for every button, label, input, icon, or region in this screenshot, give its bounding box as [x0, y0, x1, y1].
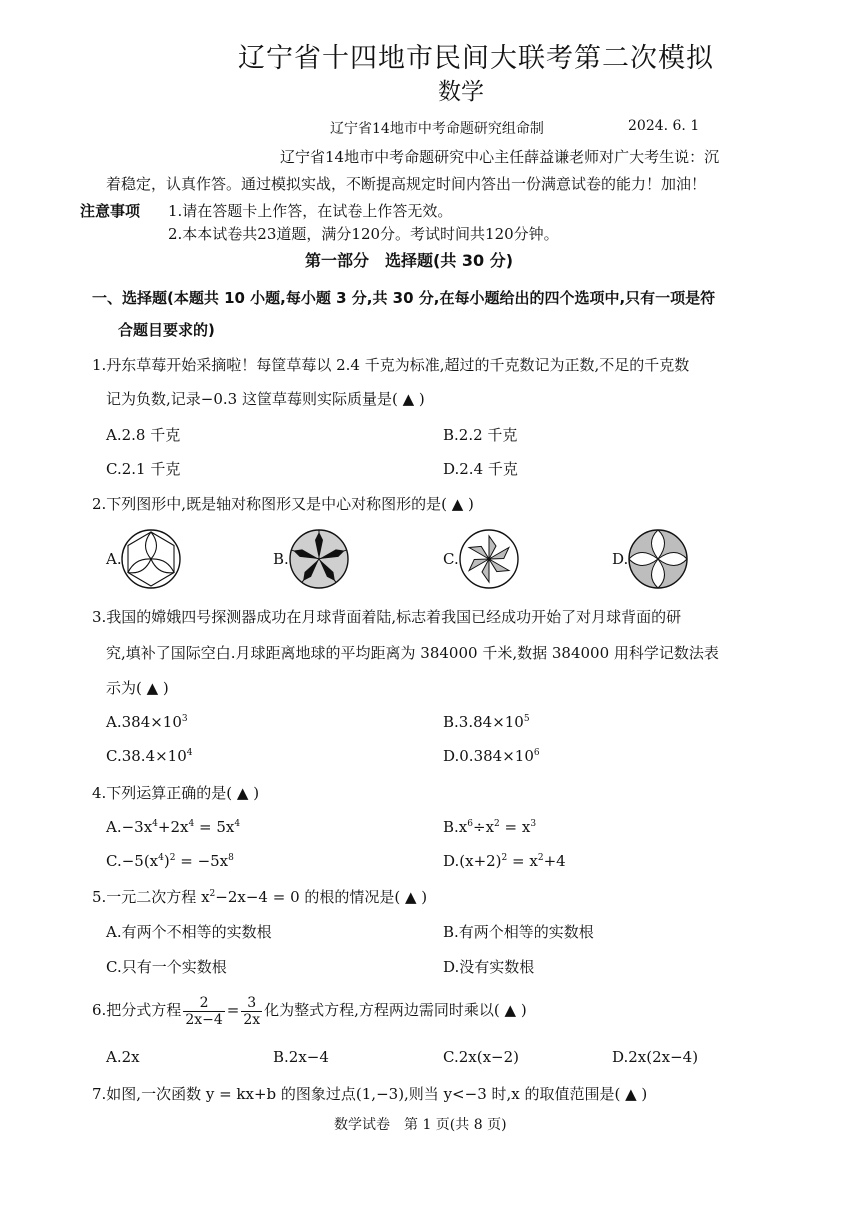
- q2-figure-d: [627, 528, 689, 590]
- q6-option-a: A.2x: [106, 1048, 140, 1066]
- q3-option-a: $A.384\times 10^3$: [106, 713, 188, 731]
- exam-date: 2024. 6. 1: [628, 118, 700, 134]
- org-line: 辽宁省14地市中考命题研究组命制: [330, 121, 544, 137]
- q4-option-d: $D.(x+2)^2 = x^2+4$: [443, 852, 566, 870]
- q4-option-a: $A.-3x^4+2x^4 = 5x^4$: [106, 818, 241, 836]
- q2-option-d: D.: [612, 550, 629, 568]
- notice-item-1: 1.请在答题卡上作答，在试卷上作答无效。: [168, 202, 453, 220]
- q6-option-b: B.2x−4: [273, 1048, 329, 1066]
- q2-option-a: A.: [106, 550, 122, 568]
- q3-text-line-2: 究,填补了国际空白.月球距离地球的平均距离为 384000 千米,数据 384000 用科学记数法表: [106, 644, 719, 662]
- message-line-1: 辽宁省14地市中考命题研究中心主任薛益谦老师对广大考生说：沉: [280, 148, 720, 166]
- message-line-2: 着稳定，认真作答。通过模拟实战，不断提高规定时间内答出一份满意试卷的能力！加油！: [106, 175, 707, 193]
- q3-option-d: $D.0.384\times 10^6$: [443, 747, 540, 765]
- q3-option-c: $C.38.4\times 10^4$: [106, 747, 193, 765]
- q5-option-c: C.只有一个实数根: [106, 958, 227, 976]
- page-footer: 数学试卷 第 1 页(共 8 页): [334, 1117, 507, 1133]
- q4-option-b: $B.x^6\div x^2 = x^3$: [443, 818, 537, 836]
- q2-text: 2.下列图形中,既是轴对称图形又是中心对称图形的是( ▲ ): [92, 495, 474, 513]
- q5-option-b: B.有两个相等的实数根: [443, 923, 594, 941]
- q2-option-c: C.: [443, 550, 459, 568]
- q3-option-b: $B.3.84\times 10^5$: [443, 713, 530, 731]
- q4-option-c: $C.-5(x^4)^2 = -5x^8$: [106, 852, 234, 870]
- q2-option-b: B.: [273, 550, 289, 568]
- q6-text: 6.把分式方程 $\frac{2}{2x-4}$ = $\frac{3}{2x}$ 化为整式方程,方程两边需同时乘以( ▲ ): [92, 994, 527, 1028]
- q6-option-c: C.2x(x−2): [443, 1048, 519, 1066]
- q2-figure-a: [120, 528, 182, 590]
- q6-fraction-2: $\frac{3}{2x}$: [243, 994, 261, 1028]
- q1-option-c: C.2.1 千克: [106, 460, 181, 478]
- notice-label: 注意事项: [80, 202, 141, 220]
- q6-option-d: D.2x(2x−4): [612, 1048, 699, 1066]
- q5-option-d: D.没有实数根: [443, 958, 535, 976]
- q5-text: 5.一元二次方程 $x^2-2x-4 = 0$ 的根的情况是( ▲ ): [92, 888, 428, 906]
- q1-text-line-1: 1.丹东草莓开始采摘啦！每筐草莓以 2.4 千克为标准,超过的千克数记为正数,不足的千克数: [92, 356, 690, 374]
- q1-option-a: A.2.8 千克: [106, 426, 181, 444]
- q3-text-line-3: 示为( ▲ ): [106, 679, 169, 697]
- q2-figure-b: [288, 528, 350, 590]
- section-intro-line-2: 合题目要求的): [118, 321, 215, 339]
- q1-option-d: D.2.4 千克: [443, 460, 518, 478]
- q2-figure-c: [458, 528, 520, 590]
- q6-fraction-1: $\frac{2}{2x-4}$: [185, 994, 223, 1028]
- q1-option-b: B.2.2 千克: [443, 426, 518, 444]
- q1-text-line-2: 记为负数,记录−0.3 这筐草莓则实际质量是( ▲ ): [106, 390, 425, 408]
- exam-title: 辽宁省十四地市民间大联考第二次模拟: [238, 43, 714, 74]
- section-title: 第一部分 选择题(共 30 分): [305, 251, 514, 270]
- q4-text: 4.下列运算正确的是( ▲ ): [92, 784, 260, 802]
- q5-option-a: A.有两个不相等的实数根: [106, 923, 272, 941]
- q7-text: 7.如图,一次函数 y = kx+b 的图象过点(1,−3),则当 y<−3 时,x 的取值范围是( ▲ ): [92, 1085, 648, 1103]
- section-intro-line-1: 一、选择题(本题共 10 小题,每小题 3 分,共 30 分,在每小题给出的四个选项中,只有一项是符: [92, 289, 716, 307]
- exam-subject: 数学: [438, 79, 484, 105]
- q3-text-line-1: 3.我国的嫦娥四号探测器成功在月球背面着陆,标志着我国已经成功开始了对月球背面的研: [92, 608, 682, 626]
- notice-item-2: 2.本本试卷共23道题，满分120分。考试时间共120分钟。: [168, 225, 559, 243]
